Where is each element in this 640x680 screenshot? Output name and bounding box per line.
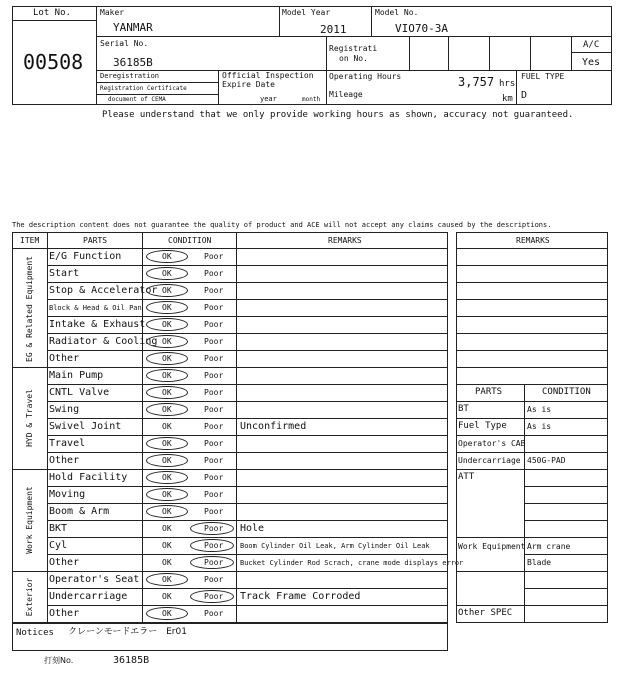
part-name: Block & Head & Oil Pan bbox=[49, 304, 142, 312]
registration-label-2: on No. bbox=[339, 54, 368, 63]
remark-text: Unconfirmed bbox=[240, 421, 307, 432]
maker-value: YANMAR bbox=[113, 21, 153, 34]
ok-option[interactable]: OK bbox=[162, 269, 172, 278]
remark-text: Boom Cylinder Oil Leak, Arm Cylinder Oil Leak bbox=[240, 542, 430, 550]
remark-text: Track Frame Corroded bbox=[240, 591, 361, 602]
ok-selected-mark bbox=[146, 352, 188, 365]
part-name: Swing bbox=[49, 404, 80, 415]
part-name: Hold Facility bbox=[49, 472, 128, 483]
ok-option[interactable]: OK bbox=[162, 609, 172, 618]
part-name: CNTL Valve bbox=[49, 387, 110, 398]
part-name: Other bbox=[49, 455, 80, 466]
ok-selected-mark bbox=[146, 488, 188, 501]
ok-selected-mark bbox=[146, 454, 188, 467]
part-name: Boom & Arm bbox=[49, 506, 110, 517]
poor-option[interactable]: Poor bbox=[204, 388, 224, 397]
col-item: ITEM bbox=[20, 236, 40, 245]
remark-text: Bucket Cylinder Rod Scrach, crane mode displays error bbox=[240, 559, 464, 567]
ok-option[interactable]: OK bbox=[162, 405, 172, 414]
ok-selected-mark bbox=[146, 369, 188, 382]
hours-value: 3,757 bbox=[458, 75, 495, 89]
fuel-type-value: D bbox=[521, 90, 528, 101]
lot-value: 00508 bbox=[23, 50, 84, 74]
ok-option[interactable]: OK bbox=[162, 439, 172, 448]
work-equipment-value-1: Arm crane bbox=[527, 542, 571, 551]
poor-selected-mark bbox=[190, 539, 234, 552]
poor-option[interactable]: Poor bbox=[204, 269, 224, 278]
other-spec-label: Other SPEC bbox=[458, 608, 513, 618]
poor-option[interactable]: Poor bbox=[204, 337, 224, 346]
poor-option[interactable]: Poor bbox=[204, 405, 224, 414]
ok-option[interactable]: OK bbox=[162, 388, 172, 397]
ok-selected-mark bbox=[146, 573, 188, 586]
part-name: Stop & Accelerator bbox=[49, 285, 158, 296]
ok-selected-mark bbox=[146, 505, 188, 518]
poor-option[interactable]: Poor bbox=[204, 456, 224, 465]
ok-option[interactable]: OK bbox=[162, 524, 172, 533]
part-name: Undercarriage bbox=[49, 591, 128, 602]
ok-option[interactable]: OK bbox=[162, 422, 172, 431]
col-remarks: REMARKS bbox=[328, 236, 362, 245]
ok-selected-mark bbox=[146, 284, 188, 297]
part-name: Cyl bbox=[49, 540, 68, 551]
hours-label: Operating Hours bbox=[329, 72, 402, 81]
ok-option[interactable]: OK bbox=[162, 592, 172, 601]
group-hyd: HYD & Travel bbox=[25, 389, 34, 447]
poor-option[interactable]: Poor bbox=[204, 286, 224, 295]
model-no-value: VIO70-3A bbox=[395, 22, 448, 35]
fuel-label: Fuel Type bbox=[458, 421, 507, 431]
bt-value: As is bbox=[527, 405, 552, 414]
stamp-value: 36185B bbox=[113, 655, 150, 666]
notices-value: クレーンモードエラー Er01 bbox=[68, 627, 187, 637]
poor-option[interactable]: Poor bbox=[204, 541, 224, 550]
work-equipment-value-2: Blade bbox=[527, 558, 552, 567]
part-name: BKT bbox=[49, 523, 68, 534]
model-no-label: Model No. bbox=[375, 8, 419, 17]
poor-option[interactable]: Poor bbox=[204, 252, 224, 261]
ok-selected-mark bbox=[146, 471, 188, 484]
notices-label: Notices bbox=[16, 628, 54, 638]
part-name: Intake & Exhaust bbox=[49, 319, 146, 330]
part-name: Other bbox=[49, 353, 80, 364]
group-work: Work Equipment bbox=[25, 486, 34, 554]
ok-option[interactable]: OK bbox=[162, 507, 172, 516]
poor-selected-mark bbox=[190, 556, 234, 569]
ok-option[interactable]: OK bbox=[162, 490, 172, 499]
poor-option[interactable]: Poor bbox=[204, 320, 224, 329]
serial-label: Serial No. bbox=[100, 39, 149, 48]
ok-option[interactable]: OK bbox=[162, 320, 172, 329]
year-label: year bbox=[260, 95, 277, 103]
ok-option[interactable]: OK bbox=[162, 303, 172, 312]
ac-label: A/C bbox=[583, 40, 600, 50]
poor-selected-mark bbox=[190, 590, 234, 603]
poor-option[interactable]: Poor bbox=[204, 371, 224, 380]
poor-option[interactable]: Poor bbox=[204, 524, 224, 533]
work-equipment-label: Work Equipment bbox=[458, 542, 526, 551]
part-name: Main Pump bbox=[49, 370, 104, 381]
poor-option[interactable]: Poor bbox=[204, 473, 224, 482]
ac-value: Yes bbox=[582, 57, 601, 68]
part-name: Other bbox=[49, 608, 80, 619]
hours-unit: hrs bbox=[499, 79, 516, 89]
poor-option[interactable]: Poor bbox=[204, 575, 224, 584]
ok-selected-mark bbox=[146, 301, 188, 314]
poor-option[interactable]: Poor bbox=[204, 592, 224, 601]
ok-option[interactable]: OK bbox=[162, 371, 172, 380]
poor-option[interactable]: Poor bbox=[204, 354, 224, 363]
ok-selected-mark bbox=[146, 437, 188, 450]
ok-option[interactable]: OK bbox=[162, 337, 172, 346]
model-year-label: Model Year bbox=[282, 8, 331, 17]
poor-option[interactable]: Poor bbox=[204, 558, 224, 567]
ok-selected-mark bbox=[146, 318, 188, 331]
part-name: Operator's Seat bbox=[49, 574, 140, 585]
ok-option[interactable]: OK bbox=[162, 541, 172, 550]
poor-option[interactable]: Poor bbox=[204, 609, 224, 618]
ok-selected-mark bbox=[146, 335, 188, 348]
ok-selected-mark bbox=[146, 267, 188, 280]
group-eg: EG & Related Equipment bbox=[25, 256, 34, 362]
group-exterior: Exterior bbox=[25, 577, 34, 617]
fuel-value: As is bbox=[527, 422, 552, 431]
maker-label: Maker bbox=[100, 8, 125, 17]
lot-label: Lot No. bbox=[33, 8, 71, 18]
part-name: Swivel Joint bbox=[49, 421, 122, 432]
inspection-label-2: Expire Date bbox=[222, 80, 275, 89]
remark-text: Hole bbox=[240, 523, 265, 534]
poor-option[interactable]: Poor bbox=[204, 422, 224, 431]
mileage-label: Mileage bbox=[329, 90, 363, 99]
ok-selected-mark bbox=[146, 607, 188, 620]
stamp-label: 打刻No. bbox=[44, 656, 74, 665]
reg-cert-label: Registration Certificate bbox=[100, 85, 187, 92]
mileage-unit: km bbox=[502, 94, 513, 104]
ok-selected-mark bbox=[146, 250, 188, 263]
part-name: E/G Function bbox=[49, 251, 122, 262]
part-name: Radiator & Cooling bbox=[49, 336, 158, 347]
dereg-label: Deregistration bbox=[100, 72, 160, 80]
part-name: Travel bbox=[49, 438, 86, 449]
part-name: Other bbox=[49, 557, 80, 568]
ok-option[interactable]: OK bbox=[162, 558, 172, 567]
cema-label: document of CEMA bbox=[108, 96, 166, 103]
right-parts-label: PARTS bbox=[475, 387, 503, 397]
poor-selected-mark bbox=[190, 522, 234, 535]
ok-option[interactable]: OK bbox=[162, 252, 172, 261]
ok-selected-mark bbox=[146, 386, 188, 399]
att-label: ATT bbox=[458, 472, 475, 482]
poor-option[interactable]: Poor bbox=[204, 303, 224, 312]
serial-value: 36185B bbox=[113, 56, 153, 69]
col-condition: CONDITION bbox=[168, 236, 212, 245]
hours-notice: Please understand that we only provide working hours as shown, accuracy not guaranteed. bbox=[102, 110, 574, 120]
undercarriage-label: Undercarriage bbox=[458, 456, 521, 465]
ok-option[interactable]: OK bbox=[162, 575, 172, 584]
poor-option[interactable]: Poor bbox=[204, 507, 224, 516]
disclaimer: The description content does not guarantee the quality of product and ACE will not accept any claims caused by the descriptions. bbox=[12, 221, 552, 229]
poor-option[interactable]: Poor bbox=[204, 490, 224, 499]
ok-option[interactable]: OK bbox=[162, 456, 172, 465]
bt-label: BT bbox=[458, 404, 469, 414]
ok-option[interactable]: OK bbox=[162, 473, 172, 482]
col-parts: PARTS bbox=[83, 236, 108, 245]
poor-option[interactable]: Poor bbox=[204, 439, 224, 448]
right-condition-label: CONDITION bbox=[542, 387, 591, 397]
cab-label: Operator's CAB bbox=[458, 439, 526, 448]
registration-label-1: Registrati bbox=[329, 44, 378, 53]
part-name: Start bbox=[49, 268, 80, 279]
fuel-type-label: FUEL TYPE bbox=[521, 72, 565, 81]
inspection-label-1: Official Inspection bbox=[222, 71, 314, 80]
ok-option[interactable]: OK bbox=[162, 354, 172, 363]
model-year-value: 2011 bbox=[320, 23, 347, 36]
ok-option[interactable]: OK bbox=[162, 286, 172, 295]
undercarriage-value: 450G-PAD bbox=[527, 456, 566, 465]
right-remarks-label: REMARKS bbox=[516, 236, 550, 245]
ok-selected-mark bbox=[146, 403, 188, 416]
part-name: Moving bbox=[49, 489, 86, 500]
month-label: month bbox=[302, 96, 321, 103]
